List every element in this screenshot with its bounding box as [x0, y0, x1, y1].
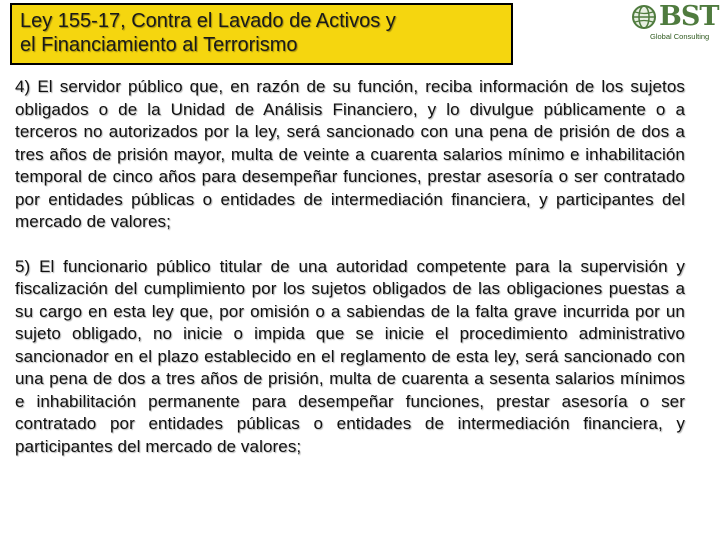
paragraph-item-5: 5) El funcionario público titular de una autoridad competente para la supervisión y fiscalización del cumplimiento por los sujetos obligados de las obligaciones puestas a su cargo en esta ley que, por omisión o a sabiendas de la falta grave incurrida por un sujeto obligado, no inicie o impida que se inicie el procedimiento administrativo sancionador en el plazo establecido en el reglamento de esta ley, será sancionado con una pena de dos a tres años de prisión, multa de cuarenta a sesenta salarios mínimos e inhabilitación permanente para desempeñar funciones, prestar asesoría o ser contratado por entidades públicas o entidades de intermediación financiera, y participantes del mercado de valores; [15, 256, 685, 456]
globe-icon [631, 4, 657, 30]
slide-title-line-2: el Financiamiento al Terrorismo [20, 34, 298, 56]
slide-title-line-1: Ley 155-17, Contra el Lavado de Activos y [20, 10, 396, 32]
logo-wordmark: BST [659, 1, 719, 32]
logo-tagline: Global Consulting [650, 32, 710, 41]
body-text [15, 76, 685, 458]
paragraph-item-4: 4) El servidor público que, en razón de su función, reciba información de los sujetos obligados o de la Unidad de Análisis Financiero, y lo divulgue públicamente o a terceros no autorizados por la ley, será sancionado con una pena de prisión de dos a tres años de prisión mayor, multa de veinte a cuarenta salarios mínimo e inhabilitación temporal de cinco años para desempeñar funciones, prestar asesoría o ser contratado por entidades públicas o entidades de intermediación financiera, y participantes del mercado de valores; [15, 77, 685, 231]
title-box [10, 3, 513, 65]
bst-logo [628, 2, 720, 42]
